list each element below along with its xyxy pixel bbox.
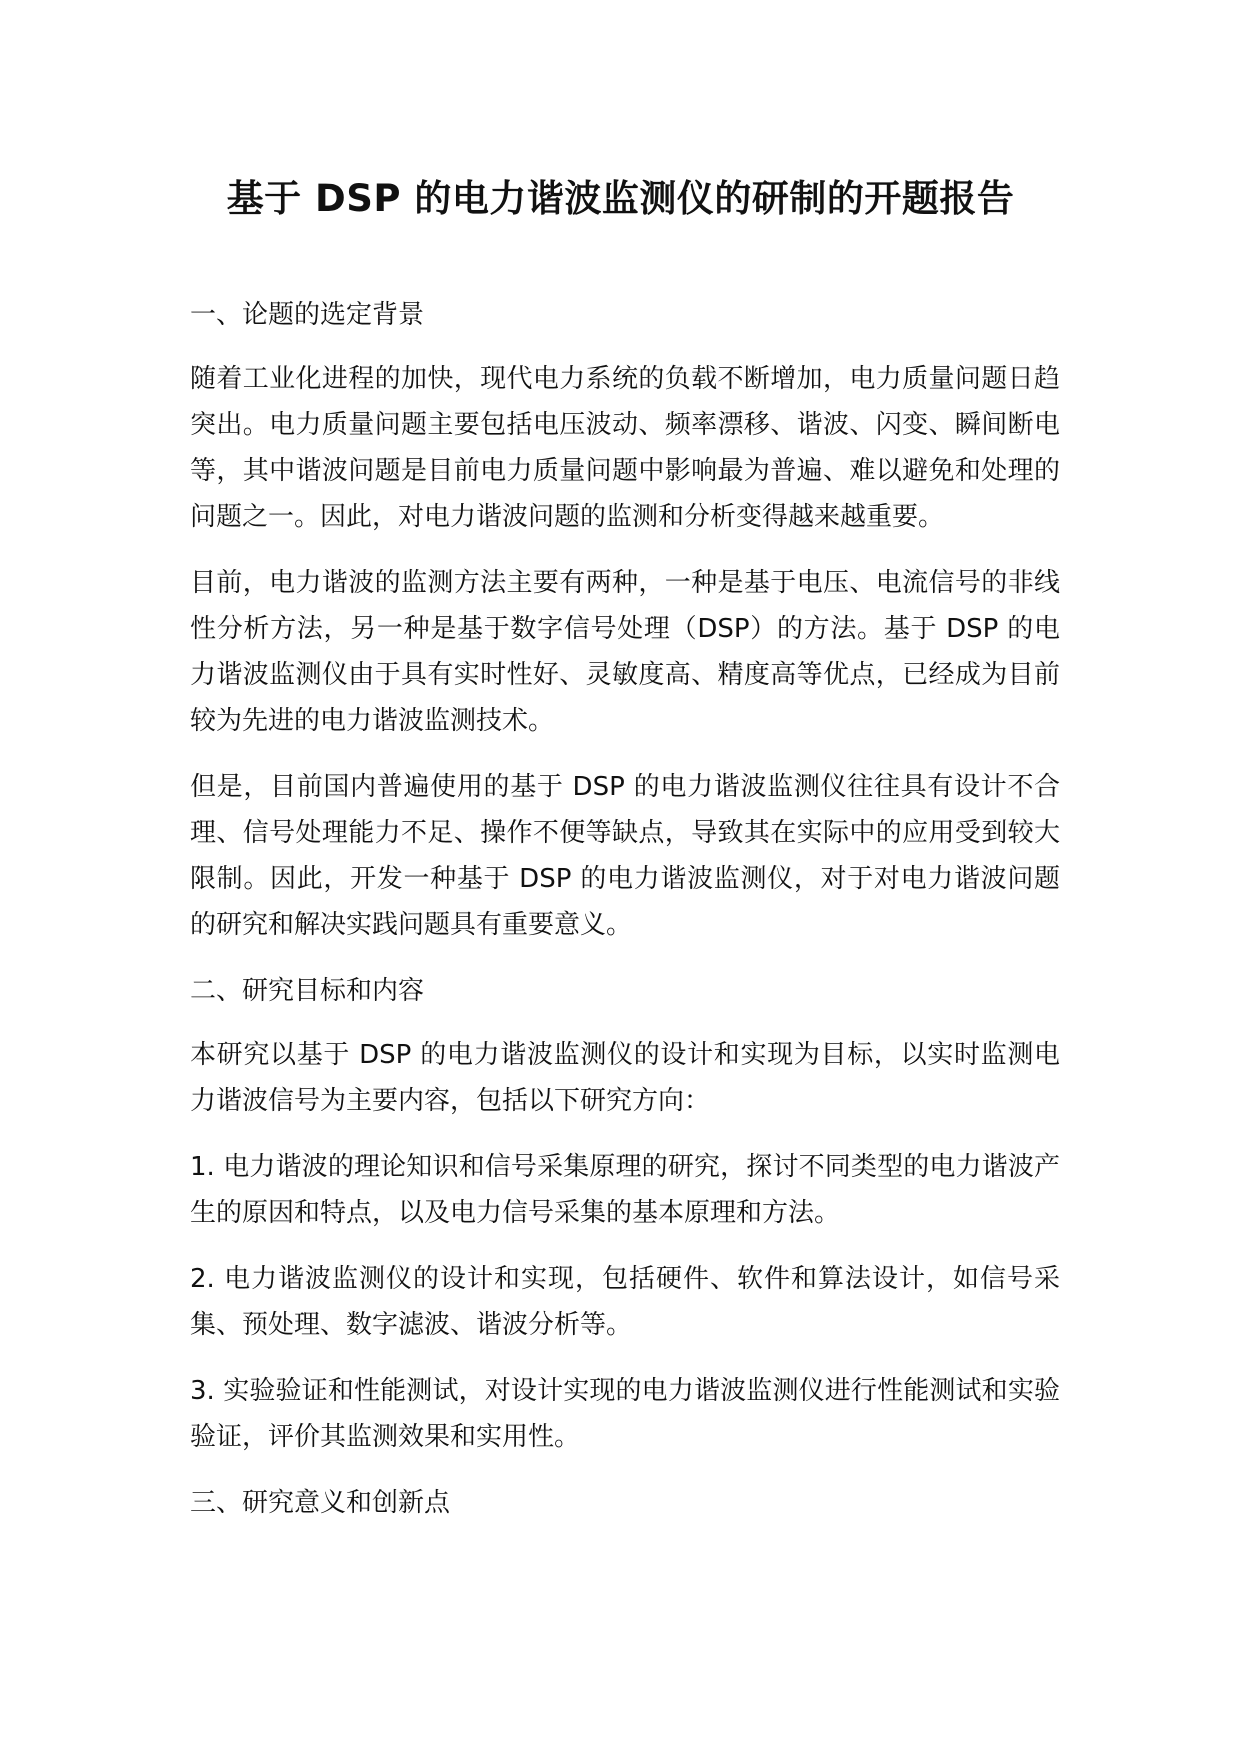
- list-item-goal-3: 3. 实验验证和性能测试，对设计实现的电力谐波监测仪进行性能测试和实验验证，评价其监测效果和实用性。: [190, 1376, 1060, 1452]
- section-heading-goals: 二、研究目标和内容: [190, 976, 425, 1006]
- list-item-goal-2: 2. 电力谐波监测仪的设计和实现，包括硬件、软件和算法设计，如信号采集、预处理、数字滤波、谐波分析等。: [190, 1264, 1060, 1340]
- section-heading-significance: 三、研究意义和创新点: [190, 1488, 451, 1518]
- document-title: 基于 DSP 的电力谐波监测仪的研制的开题报告: [226, 177, 1015, 220]
- paragraph-background-2: 目前，电力谐波的监测方法主要有两种，一种是基于电压、电流信号的非线性分析方法，另一种是基于数字信号处理（DSP）的方法。基于 DSP 的电力谐波监测仪由于具有实时性好、灵敏度高、精度高等优点，已经成为目前较为先进的电力谐波监测技术。: [190, 568, 1060, 736]
- list-item-goal-1: 1. 电力谐波的理论知识和信号采集原理的研究，探讨不同类型的电力谐波产生的原因和特点，以及电力信号采集的基本原理和方法。: [190, 1152, 1060, 1228]
- document-body: [190, 292, 1060, 1544]
- section-heading-background: 一、论题的选定背景: [190, 300, 425, 330]
- paragraph-goals-intro: 本研究以基于 DSP 的电力谐波监测仪的设计和实现为目标，以实时监测电力谐波信号为主要内容，包括以下研究方向：: [190, 1040, 1060, 1116]
- paragraph-background-1: 随着工业化进程的加快，现代电力系统的负载不断增加，电力质量问题日趋突出。电力质量问题主要包括电压波动、频率漂移、谐波、闪变、瞬间断电等，其中谐波问题是目前电力质量问题中影响最为普遍、难以避免和处理的问题之一。因此，对电力谐波问题的监测和分析变得越来越重要。: [190, 364, 1060, 532]
- paragraph-background-3: 但是，目前国内普遍使用的基于 DSP 的电力谐波监测仪往往具有设计不合理、信号处理能力不足、操作不便等缺点，导致其在实际中的应用受到较大限制。因此，开发一种基于 DSP 的电力谐波监测仪，对于对电力谐波问题的研究和解决实践问题具有重要意义。: [190, 772, 1060, 940]
